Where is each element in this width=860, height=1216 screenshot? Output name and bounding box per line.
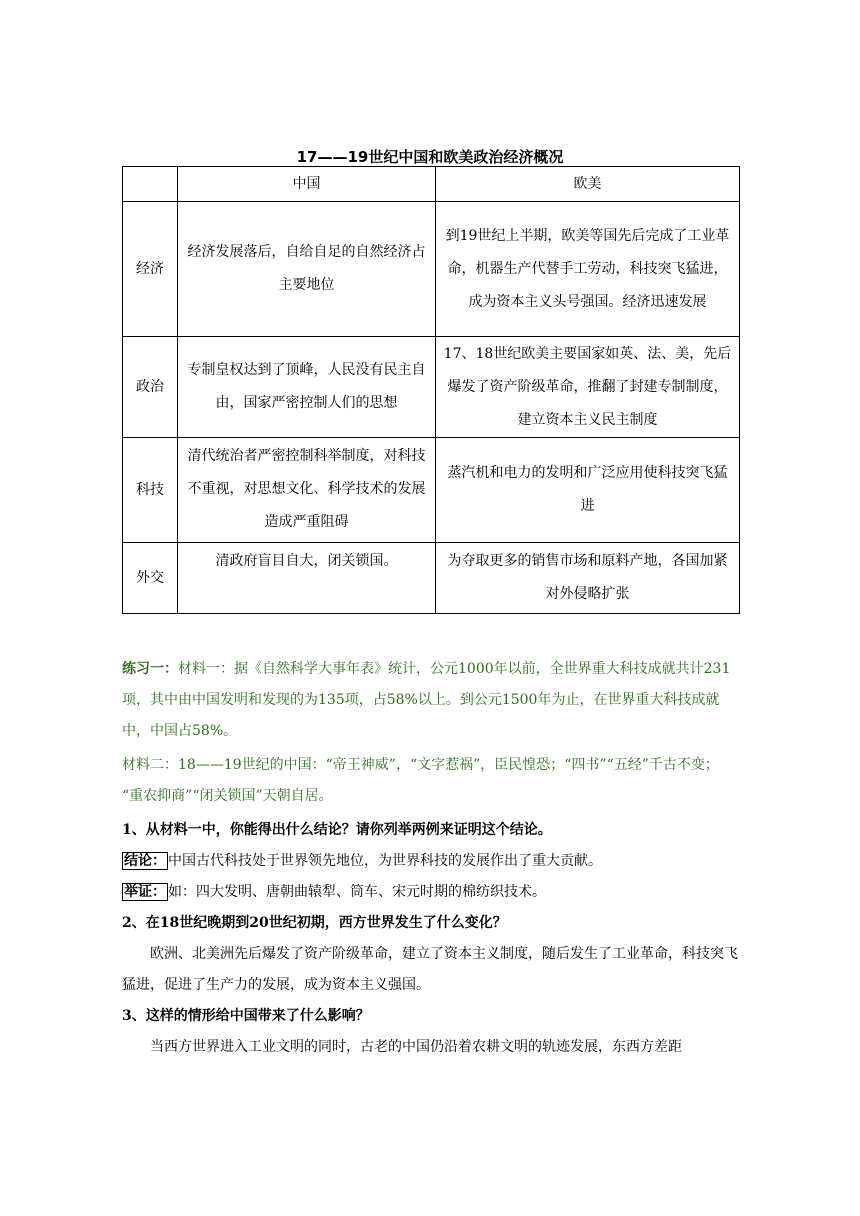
conclusion-line: [122, 846, 738, 877]
row-label-science: 科技: [123, 438, 178, 543]
answer-three: 当西方世界进入工业文明的同时，古老的中国仍沿着农耕文明的轨迹发展，东西方差距: [150, 1039, 682, 1055]
cell-china-diplomacy: 清政府盲目自大，闭关锁国。: [178, 543, 436, 614]
cell-china-economy: 经济发展落后，自给自足的自然经济占主要地位: [178, 202, 436, 337]
row-label-politics: 政治: [123, 337, 178, 438]
conclusion-label: 结论：: [124, 853, 166, 869]
proof-text: 如：四大发明、唐朝曲辕犁、筒车、宋元时期的棉纺织技术。: [168, 884, 546, 900]
header-cell-west: 欧美: [436, 167, 740, 202]
table-row: [123, 337, 740, 438]
question-two: 2、在18世纪晚期到20世纪初期，西方世界发生了什么变化？: [122, 915, 507, 931]
proof-label: 举证：: [124, 884, 166, 900]
answer-two: 欧洲、北美洲先后爆发了资产阶级革命，建立了资本主义制度，随后发生了工业革命，科技突飞猛进，促进了生产力的发展，成为资本主义强国。: [122, 946, 738, 993]
cell-west-politics: 17、18世纪欧美主要国家如英、法、美，先后爆发了资产阶级革命，推翻了封建专制制度，建立资本主义民主制度: [436, 337, 740, 438]
cell-west-economy: 到19世纪上半期，欧美等国先后完成了工业革命，机器生产代替手工劳动，科技突飞猛进，成为资本主义头号强国。经济迅速发展: [436, 202, 740, 337]
row-label-economy: 经济: [123, 202, 178, 337]
exercise-heading: 练习一：: [122, 661, 178, 677]
material-one-text: 材料一：据《自然科学大事年表》统计，公元1000年以前，全世界重大科技成就共计231项，其中由中国发明和发现的为135项，占58%以上。到公元1500年为止，在世界重大科技成就中，中国占58%。: [122, 661, 731, 739]
header-cell-china: 中国: [178, 167, 436, 202]
table-row: [123, 543, 740, 614]
proof-line: [122, 877, 738, 908]
table-title: 17——19世纪中国和欧美政治经济概况: [296, 148, 564, 166]
comparison-table: [122, 166, 740, 614]
cell-china-politics: 专制皇权达到了顶峰，人民没有民主自由，国家严密控制人们的思想: [178, 337, 436, 438]
exercise-material-one: [122, 654, 738, 747]
table-header-row: [123, 167, 740, 202]
header-cell-blank: [123, 167, 178, 202]
cell-west-diplomacy: 为夺取更多的销售市场和原料产地，各国加紧对外侵略扩张: [436, 543, 740, 614]
conclusion-text: 中国古代科技处于世界领先地位，为世界科技的发展作出了重大贡献。: [168, 853, 602, 869]
table-row: [123, 438, 740, 543]
row-label-diplomacy: 外交: [123, 543, 178, 614]
cell-west-science: 蒸汽机和电力的发明和广泛应用使科技突飞猛进: [436, 438, 740, 543]
table-row: [123, 202, 740, 337]
question-three: 3、这样的情形给中国带来了什么影响？: [122, 1008, 370, 1024]
question-one: 1、从材料一中，你能得出什么结论？请你列举两例来证明这个结论。: [122, 822, 552, 838]
cell-china-science: 清代统治者严密控制科举制度，对科技不重视，对思想文化、科学技术的发展造成严重阻碍: [178, 438, 436, 543]
material-two-text: 材料二：18——19世纪的中国：“帝王神威”，“文字惹祸”，臣民惶恐；“四书”“五经”千古不变； “重农抑商”“闭关锁国”天朝自居。: [122, 757, 719, 804]
